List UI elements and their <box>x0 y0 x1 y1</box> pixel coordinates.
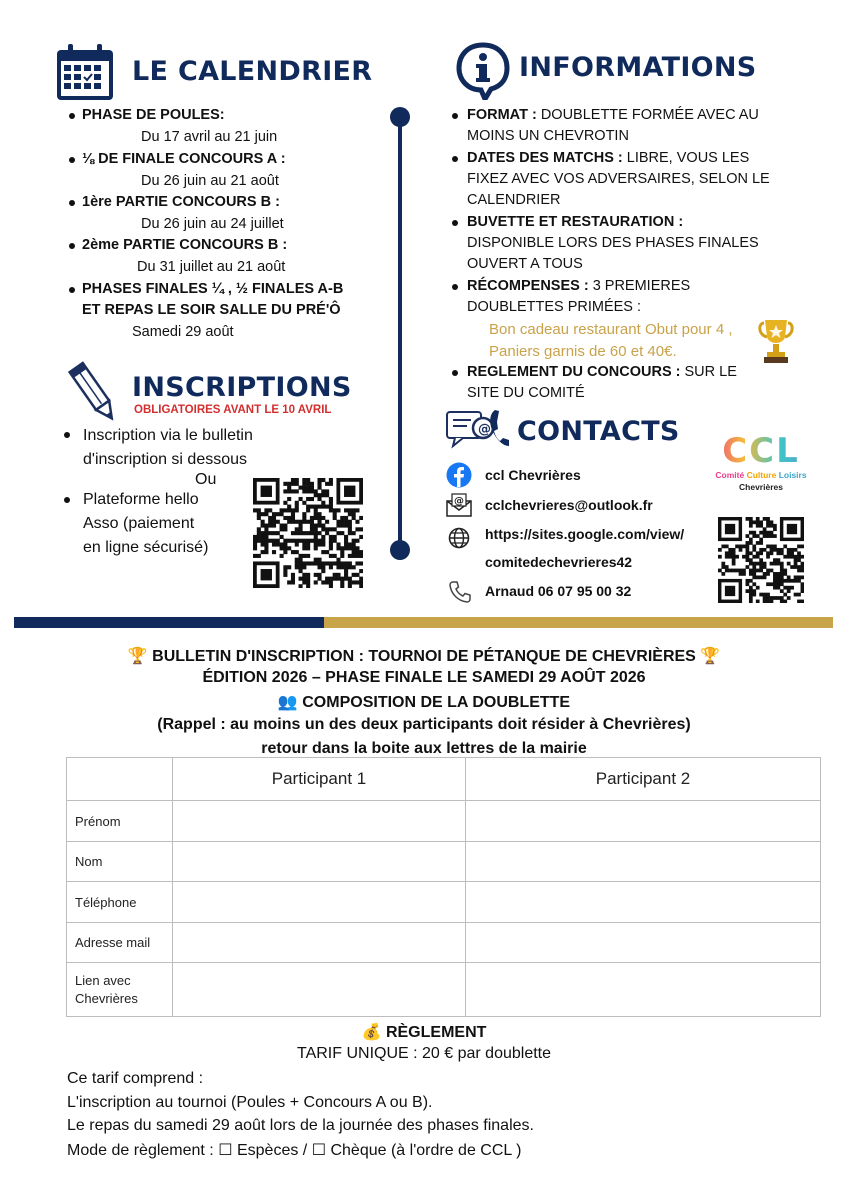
contacts-title: CONTACTS <box>517 416 680 447</box>
info-text: MOINS UN CHEVROTIN <box>467 128 629 144</box>
table-row <box>67 882 821 923</box>
bullet <box>69 287 75 293</box>
form-input-cell[interactable] <box>173 882 466 923</box>
bulletin-rappel: (Rappel : au moins un des deux participants doit résider à Chevrières) <box>157 716 691 733</box>
info-text: DOUBLETTES PRIMÉES : <box>467 299 642 315</box>
bullet <box>64 432 70 438</box>
ccl-logo-name-part: Culture <box>746 470 779 480</box>
info-icon <box>455 42 511 100</box>
bullet <box>64 497 70 503</box>
ccl-logo-letters: CCL <box>708 433 814 469</box>
inscription-text: Inscription via le bulletin <box>83 427 253 444</box>
website-link[interactable]: https://sites.google.com/view/ <box>485 526 685 542</box>
form-input-cell[interactable] <box>466 842 821 882</box>
reglement-title-text: RÈGLEMENT <box>385 1024 487 1041</box>
website-link[interactable]: comitedechevrieres42 <box>485 554 633 570</box>
form-input-cell[interactable] <box>466 801 821 842</box>
globe-icon <box>448 527 470 549</box>
trophy-icon <box>758 317 794 365</box>
trophy-icon: 🏆 <box>127 648 148 665</box>
inscription-text: Asso (paiement <box>83 515 195 532</box>
facebook-icon[interactable] <box>446 462 472 488</box>
ccl-logo-name-part: Loisirs <box>778 470 807 480</box>
qr-code-helloasso[interactable] <box>253 478 363 588</box>
calendar-item-dates: Samedi 29 août <box>132 324 234 340</box>
svg-text:@: @ <box>478 422 491 437</box>
calendar-item-dates: Du 26 juin au 24 juillet <box>141 216 284 232</box>
svg-text:@: @ <box>454 496 464 507</box>
table-row <box>67 963 821 1017</box>
form-input-cell[interactable] <box>466 882 821 923</box>
info-label: BUVETTE ET RESTAURATION : <box>467 214 684 230</box>
info-text: DOUBLETTE FORMÉE AVEC AU <box>536 107 759 123</box>
bullet <box>69 157 75 163</box>
bulletin-composition-text: COMPOSITION DE LA DOUBLETTE <box>302 694 571 711</box>
info-text: OUVERT A TOUS <box>467 256 583 272</box>
table-row <box>67 923 821 963</box>
calendar-item-label: ⅛ DE FINALE CONCOURS A : <box>82 151 286 167</box>
calendar-item-label: 2ème PARTIE CONCOURS B : <box>82 237 288 253</box>
info-label: FORMAT : <box>467 107 537 123</box>
info-text: DISPONIBLE LORS DES PHASES FINALES <box>467 235 759 251</box>
email-icon <box>445 493 473 517</box>
info-text: SITE DU COMITÉ <box>467 385 585 401</box>
trophy-icon: 🏆 <box>700 648 721 665</box>
bullet <box>452 370 458 376</box>
form-header-participant-2: Participant 2 <box>466 758 821 801</box>
bulletin-edition: ÉDITION 2026 – PHASE FINALE LE SAMEDI 29 AOÛT 2026 <box>202 669 646 686</box>
calendar-item-label: ET REPAS LE SOIR SALLE DU PRÉ'Ô <box>82 302 341 318</box>
inscriptions-title: INSCRIPTIONS <box>132 372 352 403</box>
money-bag-icon: 💰 <box>361 1024 382 1041</box>
form-row-label: Prénom <box>67 801 173 842</box>
contact-icon <box>445 406 511 454</box>
bulletin-retour: retour dans la boite aux lettres de la mairie <box>261 740 587 757</box>
form-input-cell[interactable] <box>173 842 466 882</box>
info-text: SUR LE <box>680 364 737 380</box>
calendar-icon <box>55 42 115 102</box>
info-text: FIXEZ AVEC VOS ADVERSAIRES, SELON LE <box>467 171 770 187</box>
form-input-cell[interactable] <box>173 963 466 1017</box>
form-row-label: Adresse mail <box>67 923 173 963</box>
bulletin-title <box>0 646 848 666</box>
reglement-title <box>0 1022 848 1042</box>
prize-text: Bon cadeau restaurant Obut pour 4 , <box>489 321 733 338</box>
form-row-label: Nom <box>67 842 173 882</box>
inscriptions-deadline: OBLIGATOIRES AVANT LE 10 AVRIL <box>134 404 332 416</box>
registration-form-table <box>66 757 821 1017</box>
facebook-link[interactable]: ccl Chevrières <box>485 467 581 483</box>
pencil-icon <box>66 360 122 426</box>
bullet <box>452 284 458 290</box>
qr-code-site[interactable] <box>718 517 804 603</box>
form-input-cell[interactable] <box>466 923 821 963</box>
form-row-label <box>67 963 173 1017</box>
divider-line <box>398 116 402 552</box>
info-text: LIBRE, VOUS LES <box>622 150 750 166</box>
prize-text: Paniers garnis de 60 et 40€. <box>489 343 677 360</box>
table-row <box>67 842 821 882</box>
calendar-item-label: PHASE DE POULES: <box>82 107 225 123</box>
ccl-logo-name <box>708 469 814 481</box>
inscription-text: d'inscription si dessous <box>83 451 248 468</box>
ccl-logo-town: Chevrières <box>739 482 783 492</box>
phone-number[interactable]: Arnaud 06 07 95 00 32 <box>485 583 632 599</box>
bullet <box>69 200 75 206</box>
tarif-text: TARIF UNIQUE : 20 € par doublette <box>296 1045 552 1062</box>
bulletin-title-text: BULLETIN D'INSCRIPTION : TOURNOI DE PÉTANQUE DE CHEVRIÈRES <box>152 648 696 665</box>
reglement-line: L'inscription au tournoi (Poules + Concours A ou B). <box>67 1094 433 1111</box>
phone-icon <box>448 580 472 604</box>
payment-mode-line: Mode de règlement : ☐ Espèces / ☐ Chèque (à l'ordre de CCL ) <box>67 1142 522 1159</box>
form-input-cell[interactable] <box>173 801 466 842</box>
info-label: DATES DES MATCHS : <box>467 150 623 166</box>
form-corner-cell <box>67 758 173 801</box>
reglement-line: Ce tarif comprend : <box>67 1070 204 1087</box>
bullet <box>69 243 75 249</box>
calendar-item-dates: Du 26 juin au 21 août <box>141 173 279 189</box>
people-icon: 👥 <box>277 694 298 711</box>
calendar-title: LE CALENDRIER <box>132 56 373 87</box>
bullet <box>452 220 458 226</box>
info-text: 3 PREMIERES <box>588 278 691 294</box>
calendar-item-dates: Du 31 juillet au 21 août <box>137 259 286 275</box>
calendar-item-dates: Du 17 avril au 21 juin <box>141 129 278 145</box>
form-input-cell[interactable] <box>173 923 466 963</box>
form-row-label-line: Chevrières <box>75 990 138 1006</box>
form-input-cell[interactable] <box>466 963 821 1017</box>
calendar-item-label: 1ère PARTIE CONCOURS B : <box>82 194 280 210</box>
bullet <box>452 156 458 162</box>
or-text: Ou <box>195 471 217 488</box>
form-row-label: Téléphone <box>67 882 173 923</box>
calendar-item-label: PHASES FINALES ¼ , ½ FINALES A-B <box>82 281 344 297</box>
inscription-text: Plateforme hello <box>83 491 199 508</box>
ccl-logo-name-part: Comité <box>715 470 747 480</box>
bullet <box>69 113 75 119</box>
info-label: RÉCOMPENSES : <box>467 278 589 294</box>
form-header-participant-1: Participant 1 <box>173 758 466 801</box>
divider-dot <box>390 107 410 127</box>
bulletin-composition <box>0 692 848 712</box>
email-link[interactable]: cclchevrieres@outlook.fr <box>485 497 653 513</box>
table-row <box>67 801 821 842</box>
separator-bar-gold <box>324 617 833 628</box>
informations-title: INFORMATIONS <box>519 52 757 83</box>
inscription-text: en ligne sécurisé) <box>83 539 209 556</box>
bullet <box>452 113 458 119</box>
ccl-logo <box>708 433 814 499</box>
reglement-line: Le repas du samedi 29 août lors de la journée des phases finales. <box>67 1117 534 1134</box>
info-text: CALENDRIER <box>467 192 561 208</box>
divider-dot <box>390 540 410 560</box>
form-row-label-line: Lien avec <box>75 972 131 988</box>
info-label: REGLEMENT DU CONCOURS : <box>467 364 681 380</box>
separator-bar-navy <box>14 617 324 628</box>
